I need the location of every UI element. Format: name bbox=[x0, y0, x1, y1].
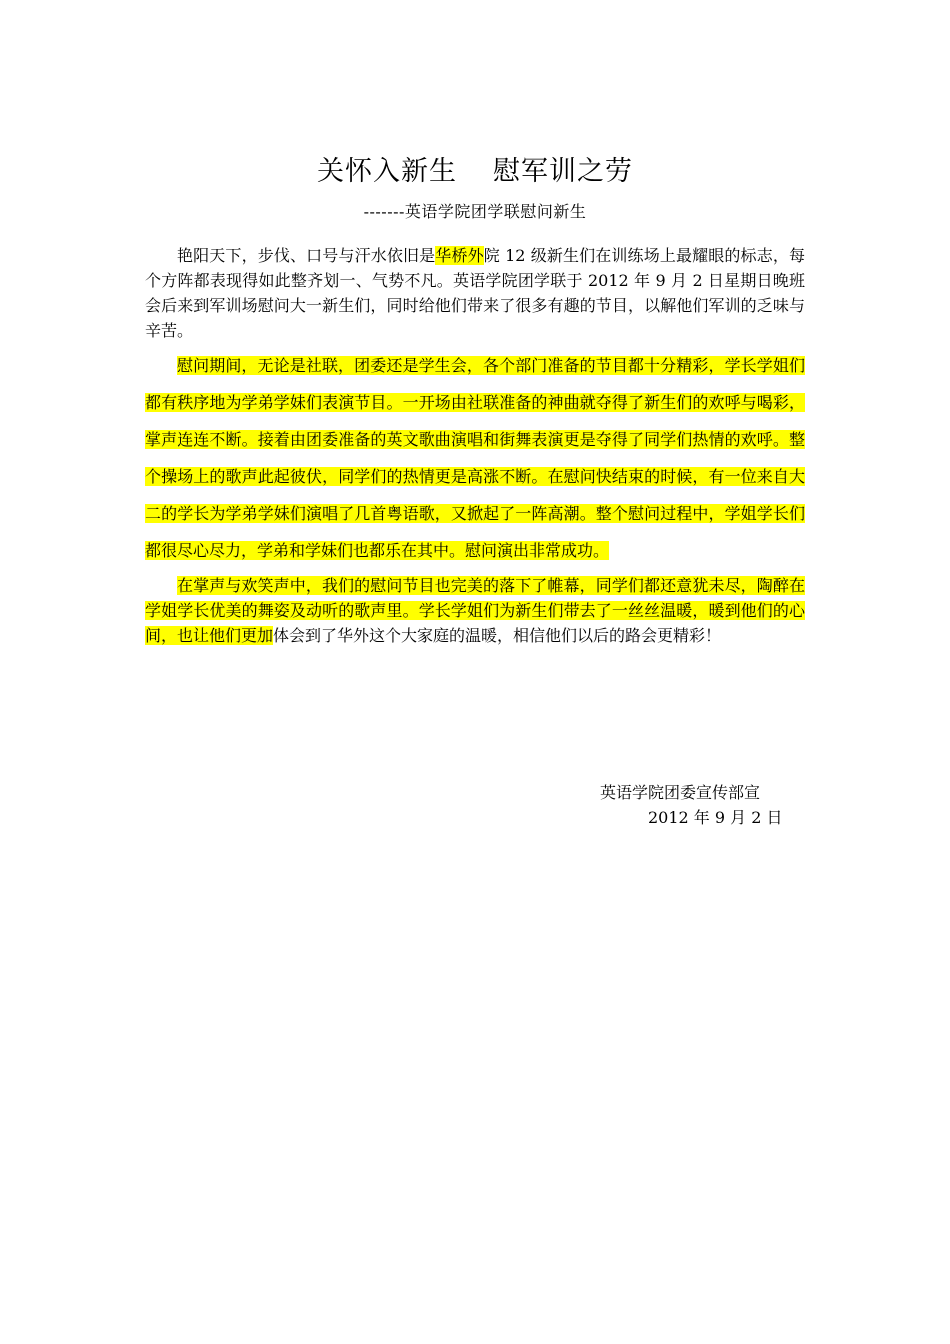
paragraph-3-highlight: 在掌声与欢笑声中，我们的慰问节目也完美的落下了帷幕，同学们都还意犹未尽，陶醉在学姐学长优美的舞姿及动听的歌声里。学长学姐们为新生们带去了一丝丝温暖，暖到他们的心间，也让他们更加 bbox=[145, 576, 805, 645]
document-title bbox=[0, 152, 950, 192]
paragraph-2 bbox=[145, 347, 805, 569]
signature-block bbox=[600, 780, 783, 830]
signature-author: 英语学院团委宣传部宣 bbox=[600, 783, 761, 802]
document-subtitle: -------英语学院团学联慰问新生 bbox=[363, 202, 587, 221]
paragraph-1-text-end: 院 12 级新生们在训练场上最耀眼的标志，每个方阵都表现得如此整齐划一、气势不凡。英语学院团学联于 2012 年 9 月 2 日星期日晚班会后来到军训场慰问大一新生们，同时给他们带来了很多有趣的节目，以解他们军训的乏味与辛苦。 bbox=[145, 246, 805, 340]
paragraph-1-text-start: 艳阳天下，步伐、口号与汗水依旧是 bbox=[177, 246, 436, 265]
paragraph-1 bbox=[145, 243, 805, 343]
paragraph-3-text-end: 体会到了华外这个大家庭的温暖，相信他们以后的路会更精彩！ bbox=[273, 626, 722, 645]
title-part-1: 关怀入新生 bbox=[317, 156, 457, 187]
paragraph-2-highlight: 慰问期间，无论是社联，团委还是学生会，各个部门准备的节目都十分精彩，学长学姐们都有秩序地为学弟学妹们表演节目。一开场由社联准备的神曲就夺得了新生们的欢呼与喝彩，掌声连连不断。接着由团委准备的英文歌曲演唱和街舞表演更是夺得了同学们热情的欢呼。整个操场上的歌声此起彼伏，同学们的热情更是高涨不断。在慰问快结束的时候，有一位来自大二的学长为学弟学妹们演唱了几首粤语歌，又掀起了一阵高潮。整个慰问过程中，学姐学长们都很尽心尽力，学弟和学妹们也都乐在其中。慰问演出非常成功。 bbox=[145, 356, 805, 560]
signature-date: 2012 年 9 月 2 日 bbox=[648, 808, 783, 827]
title-part-2: 慰军训之劳 bbox=[493, 156, 633, 187]
document-body bbox=[145, 243, 805, 648]
paragraph-3 bbox=[145, 573, 805, 648]
paragraph-1-highlight: 华桥外 bbox=[435, 246, 484, 265]
